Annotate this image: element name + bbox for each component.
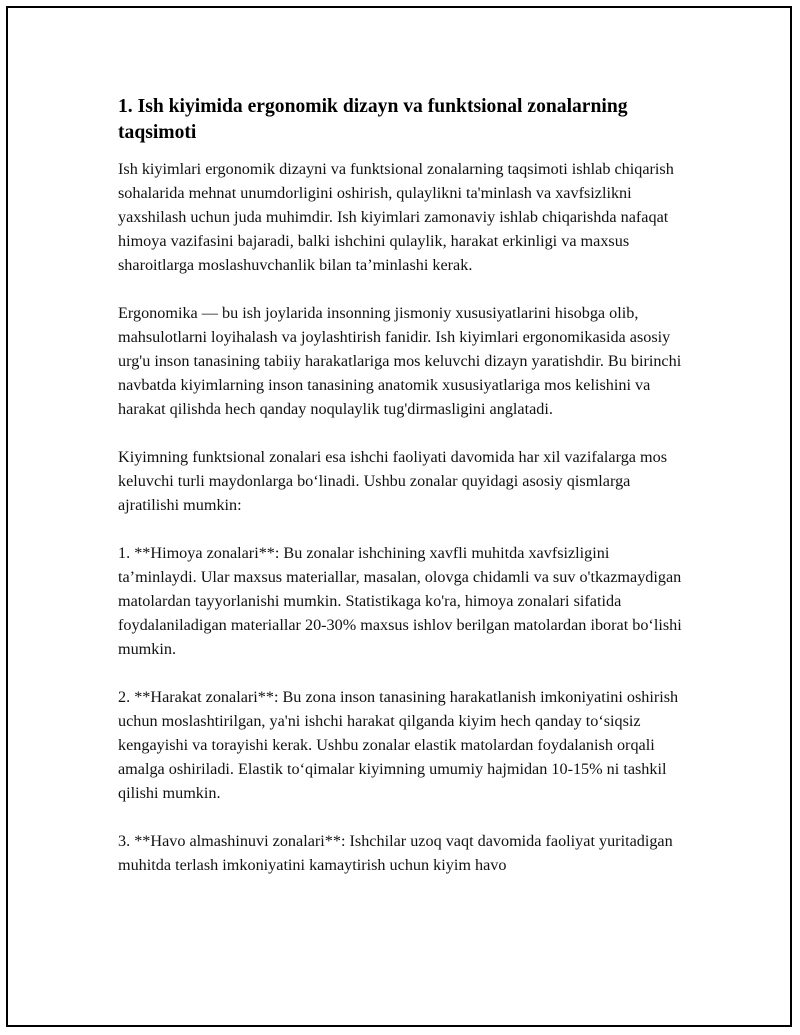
paragraph-air-exchange-zones: 3. **Havo almashinuvi zonalari**: Ishchilar uzoq vaqt davomida faoliyat yuritadigan muhitda terlash imkoniyatini kamaytirish uchun kiyim havo: [118, 832, 673, 874]
paragraph-functional-zones: Kiyimning funktsional zonalari esa ishchi faoliyati davomida har xil vazifalarga mos keluvchi turli maydonlarga boʻlinadi. Ushbu zonalar quyidagi asosiy qismlarga ajratilishi mumkin:: [118, 448, 668, 514]
document-body: [118, 94, 688, 901]
paragraph-ergonomics: Ergonomika — bu ish joylarida insonning jismoniy xususiyatlarini hisobga olib, mahsulotlarni loyihalash va joylashtirish fanidir. Ish kiyimlari ergonomikasida asosiy urg'u inson tanasining tabiiy harakatlariga mos keluvchi dizayn yaratishdir. Bu birinchi navbatda kiyimlarning inson tanasining anatomik xususiyatlariga mos kelishini va harakat qilishda hech qanday noqulaylik tug'dirmasligini anglatadi.: [118, 304, 682, 418]
section-heading: 1. Ish kiyimida ergonomik dizayn va funktsional zonalarning taqsimoti: [118, 96, 628, 143]
paragraph-intro: Ish kiyimlari ergonomik dizayni va funktsional zonalarning taqsimoti ishlab chiqarish sohalarida mehnat unumdorligini oshirish, qulaylikni ta'minlash va xavfsizlikni yaxshilash uchun juda muhimdir. Ish kiyimlari zamonaviy ishlab chiqarishda nafaqat himoya vazifasini bajaradi, balki ishchini qulaylik, harakat erkinligi va maxsus sharoitlarga moslashuvchanlik bilan ta’minlashi kerak.: [118, 160, 674, 274]
paragraph-movement-zones: 2. **Harakat zonalari**: Bu zona inson tanasining harakatlanish imkoniyatini oshirish uchun moslashtirilgan, ya'ni ishchi harakat qilganda kiyim hech qanday toʻsiqsiz kengayishi va torayishi kerak. Ushbu zonalar elastik matolardan foydalanish orqali amalga oshiriladi. Elastik toʻqimalar kiyimning umumiy hajmidan 10-15% ni tashkil qilishi mumkin.: [118, 688, 679, 802]
paragraph-protection-zones: 1. **Himoya zonalari**: Bu zonalar ishchining xavfli muhitda xavfsizligini ta’minlaydi. Ular maxsus materiallar, masalan, olovga chidamli va suv o'tkazmaydigan matolardan tayyorlanishi mumkin. Statistikaga ko'ra, himoya zonalari sifatida foydalaniladigan materiallar 20-30% maxsus ishlov berilgan matolardan iborat boʻlishi mumkin.: [118, 544, 682, 658]
